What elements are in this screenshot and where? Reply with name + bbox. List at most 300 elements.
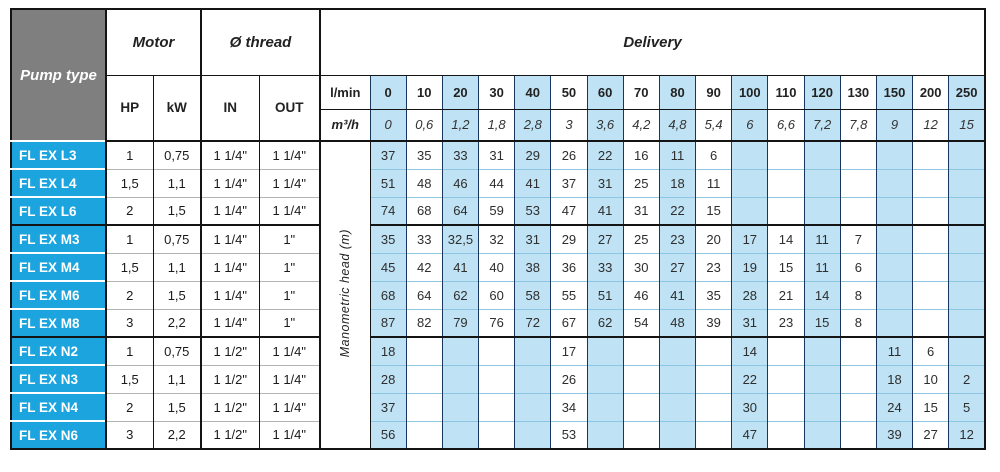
head-value-120lmin	[804, 393, 840, 421]
head-value-10lmin	[406, 421, 442, 449]
thread-in: 1 1/4"	[201, 169, 259, 197]
head-value-250lmin: 5	[949, 393, 985, 421]
head-value-20lmin: 33	[442, 141, 478, 169]
thread-in: 1 1/4"	[201, 253, 259, 281]
head-value-120lmin	[804, 141, 840, 169]
head-value-90lmin	[696, 337, 732, 365]
head-value-250lmin	[949, 141, 985, 169]
head-value-120lmin	[804, 421, 840, 449]
head-value-250lmin	[949, 281, 985, 309]
motor-kw: 0,75	[153, 225, 201, 253]
head-value-200lmin	[913, 309, 949, 337]
head-value-50lmin: 26	[551, 365, 587, 393]
flow-lmin-header-200: 200	[913, 75, 949, 109]
pump-name: FL EX N2	[11, 337, 106, 365]
motor-hp: 3	[106, 421, 153, 449]
head-value-70lmin: 25	[623, 225, 659, 253]
delivery-header: Delivery	[320, 9, 985, 75]
head-value-30lmin	[479, 393, 515, 421]
motor-kw: 1,1	[153, 365, 201, 393]
motor-hp: 3	[106, 309, 153, 337]
header-row-groups	[11, 9, 985, 75]
head-value-90lmin: 15	[696, 197, 732, 225]
head-value-250lmin	[949, 169, 985, 197]
head-value-0lmin: 51	[370, 169, 406, 197]
flow-m3h-header-3-6: 3,6	[587, 109, 623, 141]
flow-m3h-header-7-2: 7,2	[804, 109, 840, 141]
lmin-unit-label: l/min	[320, 75, 370, 109]
head-value-100lmin	[732, 169, 768, 197]
head-value-80lmin	[659, 421, 695, 449]
head-value-60lmin	[587, 365, 623, 393]
head-value-110lmin	[768, 169, 804, 197]
table-header	[11, 9, 985, 141]
motor-kw: 0,75	[153, 141, 201, 169]
flow-lmin-header-50: 50	[551, 75, 587, 109]
head-value-40lmin: 58	[515, 281, 551, 309]
head-value-100lmin	[732, 197, 768, 225]
head-value-80lmin: 18	[659, 169, 695, 197]
head-value-10lmin	[406, 365, 442, 393]
head-value-100lmin: 17	[732, 225, 768, 253]
head-value-250lmin	[949, 337, 985, 365]
head-value-250lmin	[949, 309, 985, 337]
head-value-250lmin	[949, 197, 985, 225]
head-value-70lmin	[623, 421, 659, 449]
flow-lmin-header-100: 100	[732, 75, 768, 109]
head-value-20lmin	[442, 393, 478, 421]
head-value-70lmin: 54	[623, 309, 659, 337]
head-value-30lmin	[479, 337, 515, 365]
head-value-60lmin	[587, 393, 623, 421]
flow-m3h-header-0: 0	[370, 109, 406, 141]
pump-name: FL EX N6	[11, 421, 106, 449]
head-value-60lmin: 31	[587, 169, 623, 197]
head-value-20lmin: 32,5	[442, 225, 478, 253]
head-value-40lmin: 41	[515, 169, 551, 197]
motor-hp: 1,5	[106, 169, 153, 197]
flow-lmin-header-70: 70	[623, 75, 659, 109]
head-value-120lmin	[804, 365, 840, 393]
head-value-50lmin: 17	[551, 337, 587, 365]
head-value-20lmin	[442, 337, 478, 365]
head-value-70lmin	[623, 337, 659, 365]
head-value-100lmin: 22	[732, 365, 768, 393]
motor-kw: 2,2	[153, 421, 201, 449]
head-value-80lmin: 41	[659, 281, 695, 309]
motor-hp: 1	[106, 337, 153, 365]
head-value-120lmin	[804, 197, 840, 225]
head-value-200lmin	[913, 169, 949, 197]
head-value-10lmin: 68	[406, 197, 442, 225]
pump-name: FL EX N3	[11, 365, 106, 393]
head-value-30lmin: 59	[479, 197, 515, 225]
head-value-100lmin: 31	[732, 309, 768, 337]
head-value-20lmin: 41	[442, 253, 478, 281]
thread-in: 1 1/2"	[201, 337, 259, 365]
head-value-20lmin	[442, 421, 478, 449]
thread-out: 1 1/4"	[259, 421, 320, 449]
head-value-110lmin	[768, 365, 804, 393]
head-value-40lmin: 53	[515, 197, 551, 225]
head-value-30lmin	[479, 421, 515, 449]
head-value-80lmin: 48	[659, 309, 695, 337]
head-value-80lmin	[659, 393, 695, 421]
head-value-90lmin: 23	[696, 253, 732, 281]
head-value-70lmin: 46	[623, 281, 659, 309]
head-value-60lmin	[587, 421, 623, 449]
head-value-120lmin	[804, 169, 840, 197]
m3h-unit-label: m³/h	[320, 109, 370, 141]
motor-hp: 1	[106, 225, 153, 253]
head-value-100lmin: 30	[732, 393, 768, 421]
head-value-110lmin	[768, 141, 804, 169]
motor-kw: 1,5	[153, 197, 201, 225]
head-value-40lmin	[515, 421, 551, 449]
head-value-50lmin: 47	[551, 197, 587, 225]
head-value-130lmin: 7	[840, 225, 876, 253]
flow-m3h-header-2-8: 2,8	[515, 109, 551, 141]
thread-out: 1"	[259, 309, 320, 337]
pump-row-fl-ex-l6	[11, 197, 985, 225]
thread-out-column-header: OUT	[259, 75, 320, 141]
head-value-90lmin: 6	[696, 141, 732, 169]
head-value-40lmin: 38	[515, 253, 551, 281]
head-value-70lmin: 31	[623, 197, 659, 225]
head-value-150lmin	[876, 225, 912, 253]
pump-row-fl-ex-l3	[11, 141, 985, 169]
pump-row-fl-ex-m3	[11, 225, 985, 253]
head-value-20lmin: 62	[442, 281, 478, 309]
head-value-110lmin: 21	[768, 281, 804, 309]
thread-in: 1 1/2"	[201, 365, 259, 393]
head-value-90lmin	[696, 365, 732, 393]
pump-row-fl-ex-n2	[11, 337, 985, 365]
head-value-100lmin: 47	[732, 421, 768, 449]
head-value-120lmin: 15	[804, 309, 840, 337]
head-value-50lmin: 36	[551, 253, 587, 281]
thread-in: 1 1/2"	[201, 393, 259, 421]
thread-out: 1 1/4"	[259, 365, 320, 393]
head-value-60lmin: 51	[587, 281, 623, 309]
head-value-150lmin	[876, 141, 912, 169]
pump-name: FL EX M8	[11, 309, 106, 337]
flow-m3h-header-5-4: 5,4	[696, 109, 732, 141]
head-value-30lmin	[479, 365, 515, 393]
flow-lmin-header-40: 40	[515, 75, 551, 109]
thread-in: 1 1/4"	[201, 141, 259, 169]
head-value-10lmin: 33	[406, 225, 442, 253]
flow-m3h-header-12: 12	[913, 109, 949, 141]
head-value-200lmin: 6	[913, 337, 949, 365]
head-value-0lmin: 35	[370, 225, 406, 253]
thread-out: 1"	[259, 281, 320, 309]
pump-name: FL EX L3	[11, 141, 106, 169]
pump-row-fl-ex-m8	[11, 309, 985, 337]
head-value-80lmin	[659, 337, 695, 365]
head-value-110lmin: 14	[768, 225, 804, 253]
motor-header: Motor	[106, 9, 201, 75]
flow-lmin-header-60: 60	[587, 75, 623, 109]
head-value-200lmin: 15	[913, 393, 949, 421]
head-value-10lmin: 48	[406, 169, 442, 197]
flow-m3h-header-4-2: 4,2	[623, 109, 659, 141]
thread-out: 1"	[259, 225, 320, 253]
motor-kw: 1,5	[153, 393, 201, 421]
head-value-200lmin	[913, 141, 949, 169]
motor-hp: 2	[106, 393, 153, 421]
flow-m3h-header-6: 6	[732, 109, 768, 141]
thread-out: 1 1/4"	[259, 197, 320, 225]
head-value-90lmin: 39	[696, 309, 732, 337]
head-value-60lmin: 27	[587, 225, 623, 253]
flow-lmin-header-80: 80	[659, 75, 695, 109]
head-value-0lmin: 87	[370, 309, 406, 337]
pump-name: FL EX M4	[11, 253, 106, 281]
head-value-0lmin: 74	[370, 197, 406, 225]
head-value-110lmin	[768, 197, 804, 225]
thread-in-column-header: IN	[201, 75, 259, 141]
head-value-130lmin: 8	[840, 281, 876, 309]
head-value-120lmin: 11	[804, 253, 840, 281]
head-value-150lmin: 39	[876, 421, 912, 449]
pump-row-fl-ex-l4	[11, 169, 985, 197]
table-body	[11, 141, 985, 449]
head-value-110lmin	[768, 393, 804, 421]
thread-diameter-header: Ø thread	[201, 9, 320, 75]
head-value-150lmin	[876, 281, 912, 309]
head-value-200lmin: 10	[913, 365, 949, 393]
motor-kw: 1,5	[153, 281, 201, 309]
head-value-250lmin: 12	[949, 421, 985, 449]
head-value-130lmin	[840, 197, 876, 225]
flow-lmin-header-130: 130	[840, 75, 876, 109]
flow-m3h-header-4-8: 4,8	[659, 109, 695, 141]
head-value-100lmin: 19	[732, 253, 768, 281]
head-value-60lmin: 41	[587, 197, 623, 225]
pump-name: FL EX N4	[11, 393, 106, 421]
head-value-70lmin	[623, 393, 659, 421]
thread-in: 1 1/4"	[201, 197, 259, 225]
head-value-70lmin: 16	[623, 141, 659, 169]
flow-lmin-header-0: 0	[370, 75, 406, 109]
flow-m3h-header-1-8: 1,8	[479, 109, 515, 141]
head-value-30lmin: 76	[479, 309, 515, 337]
head-value-200lmin	[913, 197, 949, 225]
head-value-250lmin	[949, 225, 985, 253]
head-value-130lmin	[840, 393, 876, 421]
pump-name: FL EX L6	[11, 197, 106, 225]
head-value-40lmin	[515, 365, 551, 393]
head-value-150lmin	[876, 197, 912, 225]
head-value-90lmin: 35	[696, 281, 732, 309]
head-value-80lmin: 23	[659, 225, 695, 253]
manometric-head-axis-cell	[320, 141, 370, 449]
motor-kw: 2,2	[153, 309, 201, 337]
head-value-80lmin: 22	[659, 197, 695, 225]
head-value-0lmin: 68	[370, 281, 406, 309]
flow-m3h-header-9: 9	[876, 109, 912, 141]
head-value-90lmin	[696, 393, 732, 421]
head-value-0lmin: 18	[370, 337, 406, 365]
thread-out: 1"	[259, 253, 320, 281]
head-value-200lmin	[913, 253, 949, 281]
motor-hp: 2	[106, 197, 153, 225]
head-value-120lmin	[804, 337, 840, 365]
head-value-250lmin: 2	[949, 365, 985, 393]
thread-in: 1 1/4"	[201, 309, 259, 337]
pump-row-fl-ex-n4	[11, 393, 985, 421]
pump-name: FL EX M3	[11, 225, 106, 253]
motor-hp: 1,5	[106, 365, 153, 393]
thread-in: 1 1/4"	[201, 281, 259, 309]
head-value-50lmin: 55	[551, 281, 587, 309]
head-value-10lmin	[406, 337, 442, 365]
head-value-110lmin: 15	[768, 253, 804, 281]
head-value-150lmin	[876, 169, 912, 197]
pump-row-fl-ex-n3	[11, 365, 985, 393]
head-value-70lmin: 25	[623, 169, 659, 197]
thread-out: 1 1/4"	[259, 393, 320, 421]
head-value-50lmin: 29	[551, 225, 587, 253]
head-value-10lmin	[406, 393, 442, 421]
head-value-30lmin: 31	[479, 141, 515, 169]
head-value-120lmin: 14	[804, 281, 840, 309]
flow-m3h-header-0-6: 0,6	[406, 109, 442, 141]
head-value-50lmin: 34	[551, 393, 587, 421]
head-value-30lmin: 60	[479, 281, 515, 309]
head-value-100lmin: 14	[732, 337, 768, 365]
head-value-20lmin: 46	[442, 169, 478, 197]
head-value-40lmin: 31	[515, 225, 551, 253]
flow-lmin-header-90: 90	[696, 75, 732, 109]
flow-m3h-header-6-6: 6,6	[768, 109, 804, 141]
head-value-60lmin: 22	[587, 141, 623, 169]
head-value-70lmin: 30	[623, 253, 659, 281]
head-value-150lmin	[876, 253, 912, 281]
motor-kw: 1,1	[153, 253, 201, 281]
head-value-10lmin: 35	[406, 141, 442, 169]
pump-name: FL EX L4	[11, 169, 106, 197]
head-value-130lmin	[840, 337, 876, 365]
head-value-130lmin	[840, 365, 876, 393]
head-value-0lmin: 45	[370, 253, 406, 281]
head-value-110lmin	[768, 421, 804, 449]
head-value-50lmin: 53	[551, 421, 587, 449]
head-value-90lmin: 20	[696, 225, 732, 253]
head-value-200lmin	[913, 225, 949, 253]
motor-hp: 2	[106, 281, 153, 309]
manometric-head-label: Manometric head (m)	[338, 229, 353, 358]
head-value-150lmin	[876, 309, 912, 337]
flow-lmin-header-10: 10	[406, 75, 442, 109]
thread-in: 1 1/4"	[201, 225, 259, 253]
head-value-100lmin: 28	[732, 281, 768, 309]
head-value-130lmin: 6	[840, 253, 876, 281]
head-value-50lmin: 67	[551, 309, 587, 337]
motor-kw: 0,75	[153, 337, 201, 365]
pump-row-fl-ex-m4	[11, 253, 985, 281]
head-value-60lmin	[587, 337, 623, 365]
head-value-130lmin	[840, 141, 876, 169]
head-value-30lmin: 44	[479, 169, 515, 197]
head-value-80lmin: 11	[659, 141, 695, 169]
head-value-60lmin: 33	[587, 253, 623, 281]
head-value-150lmin: 11	[876, 337, 912, 365]
head-value-40lmin: 72	[515, 309, 551, 337]
flow-m3h-header-7-8: 7,8	[840, 109, 876, 141]
head-value-20lmin: 79	[442, 309, 478, 337]
head-value-80lmin	[659, 365, 695, 393]
head-value-30lmin: 40	[479, 253, 515, 281]
head-value-10lmin: 42	[406, 253, 442, 281]
head-value-90lmin	[696, 421, 732, 449]
motor-kw: 1,1	[153, 169, 201, 197]
head-value-130lmin: 8	[840, 309, 876, 337]
thread-out: 1 1/4"	[259, 169, 320, 197]
head-value-60lmin: 62	[587, 309, 623, 337]
head-value-150lmin: 18	[876, 365, 912, 393]
head-value-0lmin: 56	[370, 421, 406, 449]
head-value-120lmin: 11	[804, 225, 840, 253]
head-value-20lmin	[442, 365, 478, 393]
flow-lmin-header-30: 30	[479, 75, 515, 109]
head-value-130lmin	[840, 169, 876, 197]
pump-type-header: Pump type	[11, 9, 106, 141]
pump-row-fl-ex-n6	[11, 421, 985, 449]
head-value-110lmin	[768, 337, 804, 365]
flow-lmin-header-150: 150	[876, 75, 912, 109]
flow-lmin-header-250: 250	[949, 75, 985, 109]
flow-lmin-header-20: 20	[442, 75, 478, 109]
header-row-lmin	[11, 75, 985, 109]
flow-m3h-header-15: 15	[949, 109, 985, 141]
head-value-10lmin: 64	[406, 281, 442, 309]
flow-m3h-header-3: 3	[551, 109, 587, 141]
thread-in: 1 1/2"	[201, 421, 259, 449]
motor-hp: 1	[106, 141, 153, 169]
head-value-0lmin: 28	[370, 365, 406, 393]
head-value-90lmin: 11	[696, 169, 732, 197]
flow-lmin-header-110: 110	[768, 75, 804, 109]
head-value-150lmin: 24	[876, 393, 912, 421]
pump-spec-table	[10, 8, 986, 450]
head-value-200lmin	[913, 281, 949, 309]
head-value-20lmin: 64	[442, 197, 478, 225]
head-value-0lmin: 37	[370, 393, 406, 421]
pump-name: FL EX M6	[11, 281, 106, 309]
pump-row-fl-ex-m6	[11, 281, 985, 309]
head-value-70lmin	[623, 365, 659, 393]
kw-column-header: kW	[153, 75, 201, 141]
head-value-50lmin: 37	[551, 169, 587, 197]
head-value-40lmin: 29	[515, 141, 551, 169]
motor-hp: 1,5	[106, 253, 153, 281]
flow-lmin-header-120: 120	[804, 75, 840, 109]
head-value-0lmin: 37	[370, 141, 406, 169]
head-value-30lmin: 32	[479, 225, 515, 253]
flow-m3h-header-1-2: 1,2	[442, 109, 478, 141]
thread-out: 1 1/4"	[259, 141, 320, 169]
head-value-80lmin: 27	[659, 253, 695, 281]
head-value-10lmin: 82	[406, 309, 442, 337]
head-value-110lmin: 23	[768, 309, 804, 337]
head-value-50lmin: 26	[551, 141, 587, 169]
head-value-40lmin	[515, 393, 551, 421]
head-value-130lmin	[840, 421, 876, 449]
head-value-250lmin	[949, 253, 985, 281]
thread-out: 1 1/4"	[259, 337, 320, 365]
